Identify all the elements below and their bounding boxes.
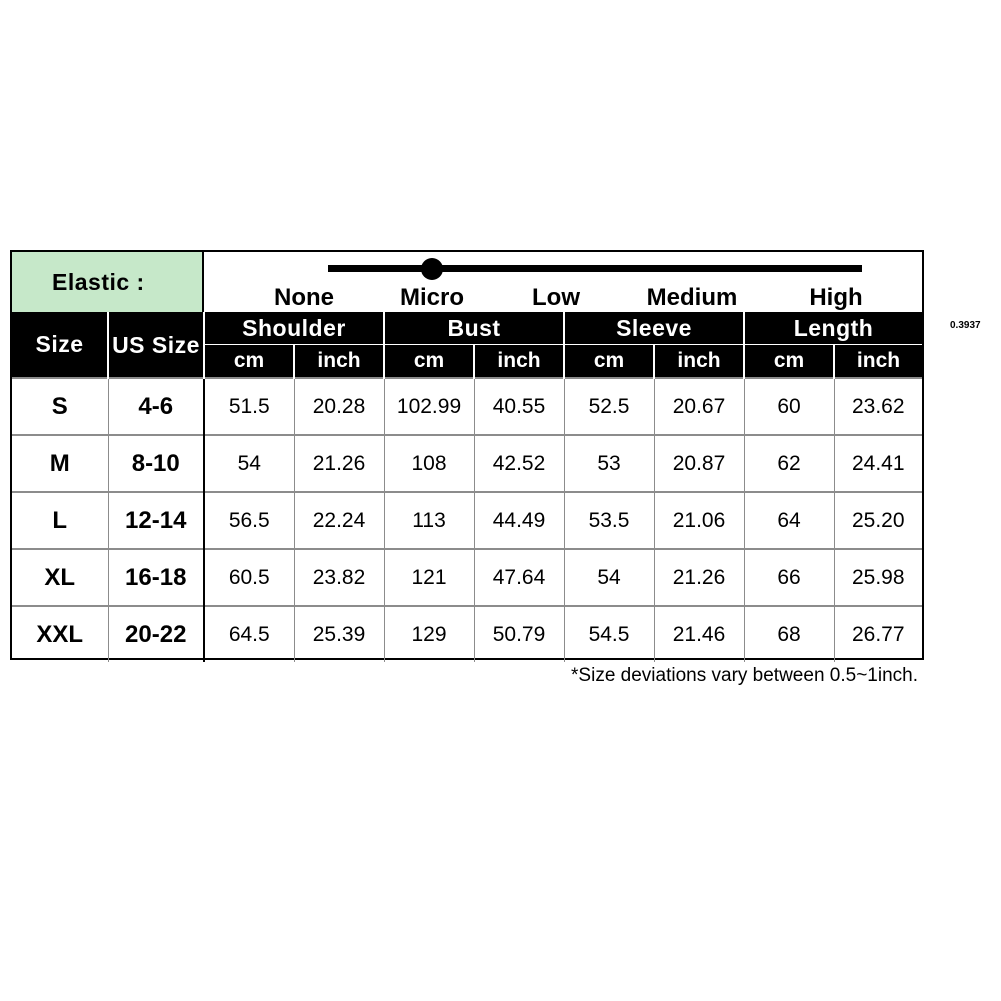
bust-inch-cell: 47.64 bbox=[474, 549, 564, 606]
elastic-level-none: None bbox=[274, 284, 334, 311]
size-cell: L bbox=[12, 492, 108, 549]
size-cell: M bbox=[12, 435, 108, 492]
sleeve-inch-cell: 21.26 bbox=[654, 549, 744, 606]
size-header: Size bbox=[12, 312, 108, 378]
length-inch-cell: 26.77 bbox=[834, 606, 922, 662]
sleeve-inch-cell: 20.67 bbox=[654, 378, 744, 435]
elastic-label bbox=[12, 252, 204, 312]
length-header: Length bbox=[744, 312, 922, 345]
side-note: 0.3937 bbox=[950, 320, 981, 331]
footnote: *Size deviations vary between 0.5~1inch. bbox=[571, 665, 918, 686]
unit-header-inch: inch bbox=[294, 345, 384, 379]
bust-cm-cell: 121 bbox=[384, 549, 474, 606]
us-size-cell: 8-10 bbox=[108, 435, 204, 492]
unit-header-cm: cm bbox=[744, 345, 834, 379]
elastic-level-high: High bbox=[809, 284, 863, 311]
sleeve-cm-cell: 54 bbox=[564, 549, 654, 606]
sleeve-cm-cell: 54.5 bbox=[564, 606, 654, 662]
bust-cm-cell: 108 bbox=[384, 435, 474, 492]
bust-inch-cell: 42.52 bbox=[474, 435, 564, 492]
shoulder-inch-cell: 23.82 bbox=[294, 549, 384, 606]
table-row bbox=[12, 606, 922, 662]
shoulder-inch-cell: 22.24 bbox=[294, 492, 384, 549]
bust-inch-cell: 50.79 bbox=[474, 606, 564, 662]
shoulder-inch-cell: 25.39 bbox=[294, 606, 384, 662]
bust-inch-cell: 44.49 bbox=[474, 492, 564, 549]
table-row bbox=[12, 378, 922, 435]
sleeve-cm-cell: 52.5 bbox=[564, 378, 654, 435]
elastic-level-low: Low bbox=[532, 284, 580, 311]
shoulder-header: Shoulder bbox=[204, 312, 384, 345]
length-inch-cell: 23.62 bbox=[834, 378, 922, 435]
bust-header: Bust bbox=[384, 312, 564, 345]
unit-header-inch: inch bbox=[654, 345, 744, 379]
table-row bbox=[12, 492, 922, 549]
elastic-slider-track bbox=[328, 265, 862, 272]
length-cm-cell: 66 bbox=[744, 549, 834, 606]
length-cm-cell: 68 bbox=[744, 606, 834, 662]
sleeve-inch-cell: 21.46 bbox=[654, 606, 744, 662]
size-chart bbox=[10, 250, 924, 660]
size-cell: XL bbox=[12, 549, 108, 606]
elastic-label-text: Elastic : bbox=[52, 268, 145, 295]
length-inch-cell: 25.98 bbox=[834, 549, 922, 606]
shoulder-cm-cell: 51.5 bbox=[204, 378, 294, 435]
size-cell: XXL bbox=[12, 606, 108, 662]
sleeve-cm-cell: 53.5 bbox=[564, 492, 654, 549]
table-row bbox=[12, 435, 922, 492]
length-cm-cell: 62 bbox=[744, 435, 834, 492]
elastic-level-micro: Micro bbox=[399, 284, 465, 311]
elastic-scale bbox=[204, 252, 922, 312]
sleeve-header: Sleeve bbox=[564, 312, 744, 345]
table-row bbox=[12, 549, 922, 606]
us-size-cell: 12-14 bbox=[108, 492, 204, 549]
us-size-cell: 16-18 bbox=[108, 549, 204, 606]
bust-cm-cell: 129 bbox=[384, 606, 474, 662]
size-table bbox=[12, 312, 922, 662]
shoulder-cm-cell: 56.5 bbox=[204, 492, 294, 549]
us-size-cell: 20-22 bbox=[108, 606, 204, 662]
bust-cm-cell: 113 bbox=[384, 492, 474, 549]
length-inch-cell: 25.20 bbox=[834, 492, 922, 549]
shoulder-cm-cell: 54 bbox=[204, 435, 294, 492]
unit-header-inch: inch bbox=[834, 345, 922, 379]
sleeve-cm-cell: 53 bbox=[564, 435, 654, 492]
elastic-level-medium: Medium bbox=[646, 284, 738, 311]
unit-header-inch: inch bbox=[474, 345, 564, 379]
us-size-cell: 4-6 bbox=[108, 378, 204, 435]
length-cm-cell: 60 bbox=[744, 378, 834, 435]
sleeve-inch-cell: 21.06 bbox=[654, 492, 744, 549]
bust-cm-cell: 102.99 bbox=[384, 378, 474, 435]
size-cell: S bbox=[12, 378, 108, 435]
shoulder-cm-cell: 64.5 bbox=[204, 606, 294, 662]
unit-header-cm: cm bbox=[564, 345, 654, 379]
elastic-slider-knob bbox=[421, 258, 443, 280]
shoulder-inch-cell: 20.28 bbox=[294, 378, 384, 435]
sleeve-inch-cell: 20.87 bbox=[654, 435, 744, 492]
length-cm-cell: 64 bbox=[744, 492, 834, 549]
unit-header-cm: cm bbox=[204, 345, 294, 379]
shoulder-cm-cell: 60.5 bbox=[204, 549, 294, 606]
us-size-header: US Size bbox=[108, 312, 204, 378]
length-inch-cell: 24.41 bbox=[834, 435, 922, 492]
shoulder-inch-cell: 21.26 bbox=[294, 435, 384, 492]
unit-header-cm: cm bbox=[384, 345, 474, 379]
bust-inch-cell: 40.55 bbox=[474, 378, 564, 435]
